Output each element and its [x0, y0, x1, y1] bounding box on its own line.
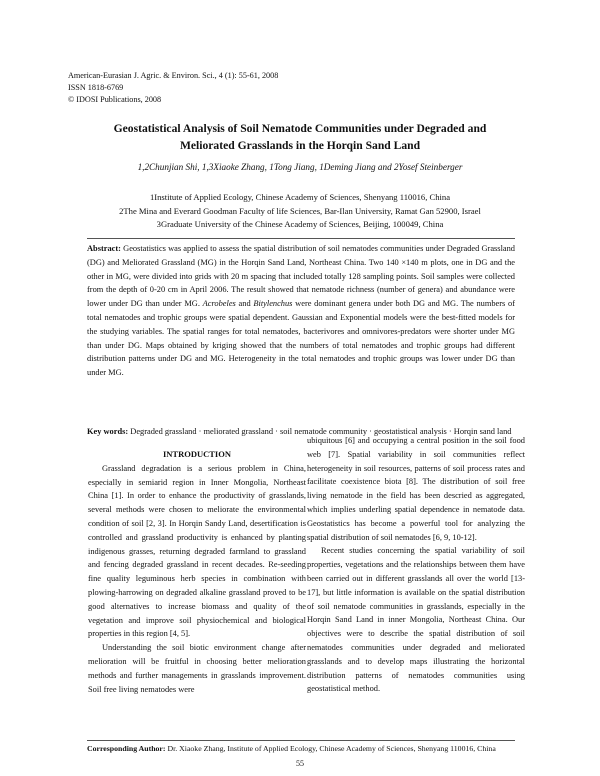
abstract-label: Abstract: [87, 244, 121, 253]
issn: ISSN 1818-6769 [68, 83, 124, 92]
journal-header [68, 70, 278, 106]
keywords-text: Degraded grassland · meliorated grassland · soil nematode community · geostatistical analysis · Horqin sand land [130, 427, 512, 436]
abstract-text-2: were dominant genera under both DG and MG. The numbers of total nematodes and trophic groups were spatial dependent. Gaussian and Exponential models were the best-fitted models for the studying variables. The spatial ranges for total nematodes, bacterivores and omnivores-predators were shorter under MG than under DG. Maps obtained by kriging showed that the numbers of total nematodes and trophic groups had different distribution patterns under DG and MG. Heterogeneity in the total nematodes and trophic groups was lower under DG than under MG. [87, 299, 516, 378]
corresponding-text: Dr. Xiaoke Zhang, Institute of Applied Ecology, Chinese Academy of Sciences, Shenyang 110016, China [165, 744, 496, 753]
intro-paragraph: Recent studies concerning the spatial variability of soil properties, vegetations and the relationships between them have been carried out in different grasslands all over the world [13-17], but little information is available on the spatial distribution of soil nematode communities in grasslands, especially in the Horqin Sand Land in inner Mongolia, Northeast China. Our objectives were to describe the spatial distribution of soil nematodes communities under degraded and meliorated grasslands and to develop maps illustrating the horizontal distribution patterns of nematodes communities using geostatistical method. [307, 546, 525, 694]
abstract-top-rule [87, 238, 515, 239]
genus-acrobeles: Acrobeles [202, 299, 236, 309]
abstract-and: and [235, 299, 254, 309]
footer-rule [87, 740, 515, 741]
abstract-text-1: Geostatistics was applied to assess the spatial distribution of soil nematodes communities under Degraded Grassland (DG) and Meliorated Grassland (MG) in the Horqin Sand Land, Northeast China. Two 140 ×140 m plots, one in DG and the other in MG, were divided into grids with 20 m spacing that included totally 128 sampling points. Soil samples were collected from the depth of 0-20 cm in April 2006. The result showed that nematode richness (number of genera) and abundance were lower under DG than under MG. [87, 244, 515, 309]
affiliation-3: 3Graduate University of the Chinese Academy of Sciences, Beijing, 100049, China [156, 219, 444, 229]
journal-citation: American-Eurasian J. Agric. & Environ. Sci., 4 (1): 55-61, 2008 [68, 71, 279, 80]
intro-paragraph: ubiquitous [6] and occupying a central position in the soil food web [7]. Spatial variability in soil communities reflect heterogeneity in soil resources, patterns of soil process rates and facilitate coexistence biota [8]. The distribution of soil free living nematode in the field has been descried as aggregated, which implies underling spatial dependence in nematode data. Geostatistics has become a powerful tool for analyzing the spatial distribution of soil nematodes [6, 9, 10-12]. [307, 436, 525, 542]
intro-paragraph: Grassland degradation is a serious problem in China, especially in semiarid region in Inner Mongolia, Northeast China [1]. In order to enhance the productivity of grasslands, several methods were chosen to meliorate the environmental condition of soil [2, 3]. In Horqin Sandy Land, desertification is controlled and grassland productivity is enhanced by planting indigenous grasses, returning degraded farmland to grassland and fencing degraded grassland in recent decades. Re-seeding fine quality leguminous herb species in combination with plowing-harrowing on degraded alkaline grassland proved to be good alternatives to increase biomass and quality of the vegetation and improve soil physiochemical and biological properties in this region [4, 5]. [88, 463, 306, 639]
affiliation-2: 2The Mina and Everard Goodman Faculty of life Sciences, Bar-Ilan University, Ramat Gan 52900, Israel [119, 205, 481, 216]
intro-left-column [88, 448, 306, 696]
intro-paragraph: Understanding the soil biotic environment change after melioration will be fruitful in choosing better melioration methods and further managements in grasslands improvement. Soil free living nematodes were [88, 643, 306, 694]
corresponding-author [87, 743, 527, 754]
corresponding-label: Corresponding Author: [87, 744, 166, 753]
section-heading: INTRODUCTION [162, 449, 231, 459]
title-line-1: Geostatistical Analysis of Soil Nematode Communities under Degraded and [113, 122, 487, 135]
title-line-2: Meliorated Grasslands in the Horqin Sand Land [179, 139, 421, 152]
paper-title [60, 120, 540, 154]
affiliation-1: 1Institute of Applied Ecology, Chinese Academy of Sciences, Shenyang 110016, China [149, 192, 451, 202]
genus-bitylenchus: Bitylenchus [253, 299, 293, 309]
keywords-label: Key words: [87, 427, 129, 436]
intro-right-column [307, 434, 525, 696]
affiliations [60, 191, 540, 232]
copyright: © IDOSI Publications, 2008 [68, 95, 162, 104]
abstract [87, 242, 515, 380]
page-number: 55 [296, 759, 304, 768]
authors: 1,2Chunjian Shi, 1,3Xiaoke Zhang, 1Tong Jiang, 1Deming Jiang and 2Yosef Steinberger [137, 162, 463, 172]
